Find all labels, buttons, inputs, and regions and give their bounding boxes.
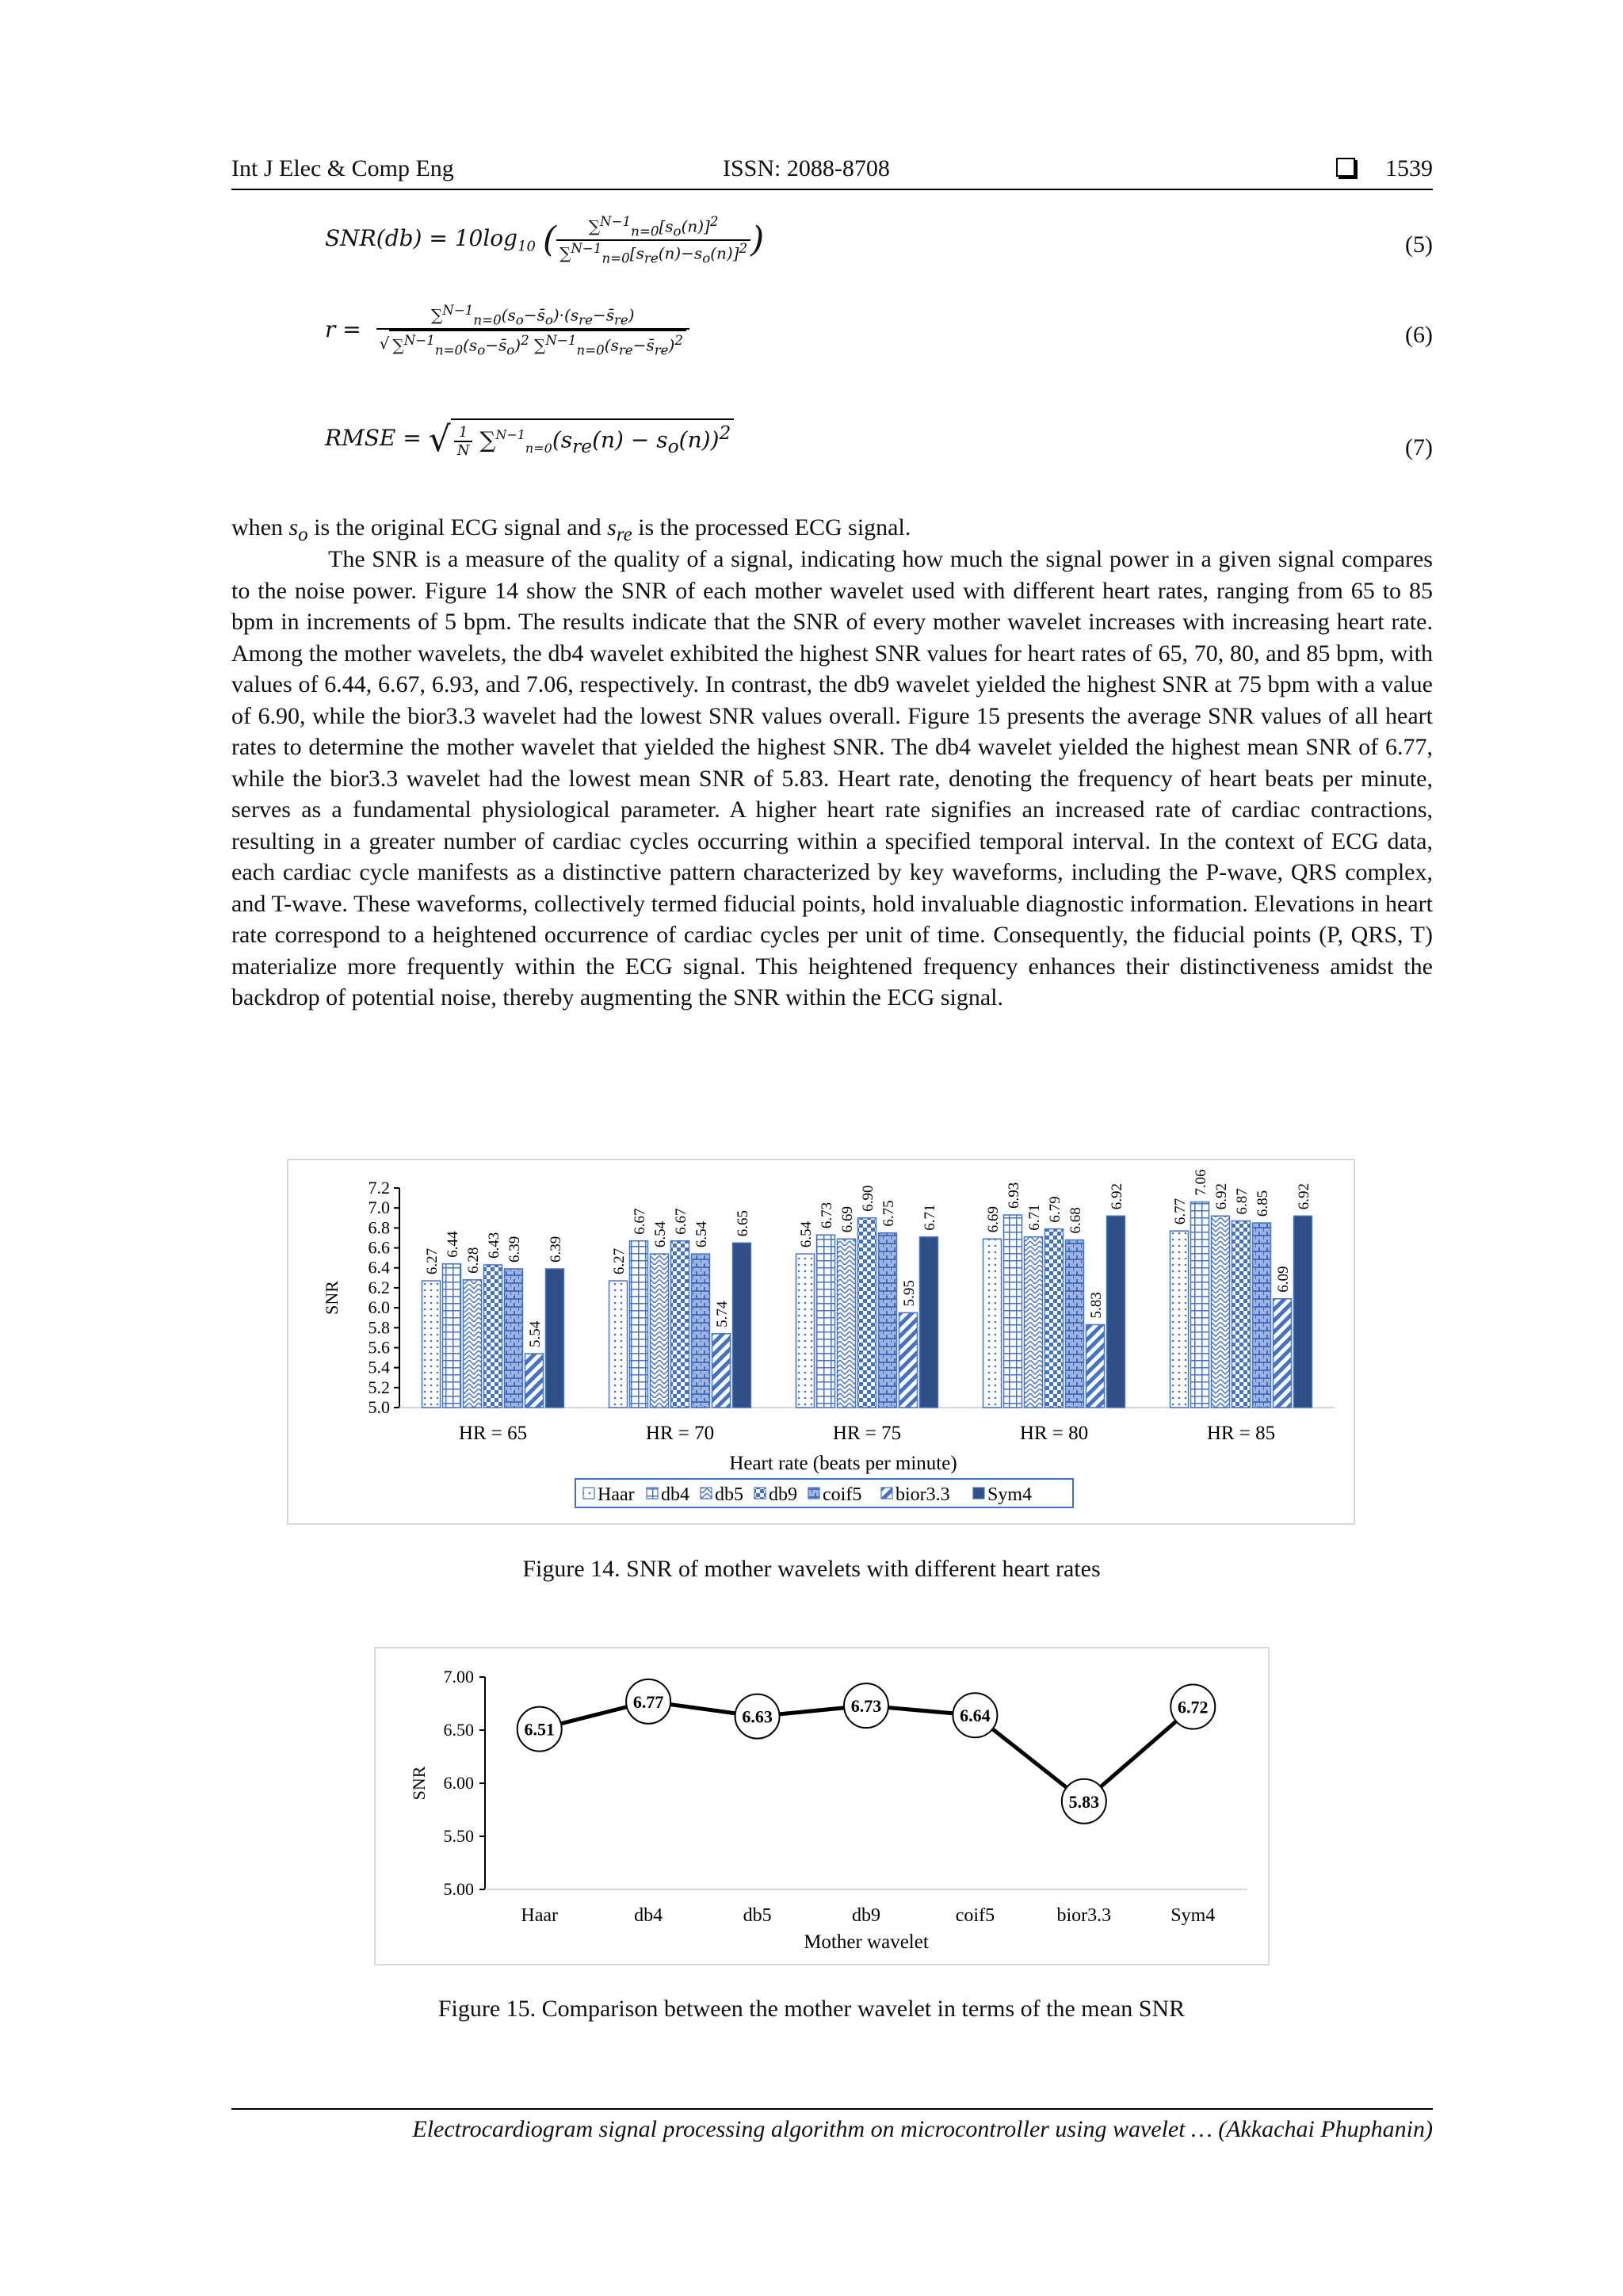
body-paragraph: The SNR is a measure of the quality of a signal, indicating how much the signal power in a given signal compares to the noise power. Figure 14 show the SNR of each mother wavelet used with different heart rates, ranging from 65 to 85 bpm in increments of 5 bpm. The results indicate that the SNR of every mother wavelet increases with increasing heart rate. Among the mother wavelets, the db4 wavelet exhibited the highest SNR values for heart rates of 65, 70, 80, and 85 bpm, with values of 6.44, 6.67, 6.93, and 7.06, respectively. In contrast, the db9 wavelet yielded the highest SNR at 75 bpm with a value of 6.90, while the bior3.3 wavelet had the lowest SNR values overall. Figure 15 presents the average SNR values of all heart rates to determine the mother wavelet that yielded the highest SNR. The db4 wavelet yielded the highest mean SNR of 6.77, while the bior3.3 wavelet had the lowest mean SNR of 5.83. Heart rate, denoting the frequency of heart beats per minute, serves as a fundamental physiological parameter. A higher heart rate signifies an increased rate of cardiac contractions, resulting in a greater number of cardiac cycles occurring within a specified temporal interval. In the context of ECG data, each cardiac cycle manifests as a distinctive pattern characterized by key waveforms, including the P-wave, QRS complex, and T-wave. These waveforms, collectively termed fiducial points, hold invaluable diagnostic information. Elevations in heart rate correspond to a heightened occurrence of cardiac cycles per unit of time. Consequently, the fiducial points (P, QRS, T) materialize more frequently within the ECG signal. This heightened frequency enhances their distinctiveness amidst the backdrop of potential noise, thereby augmenting the SNR within the ECG signal. [231,546,1433,1010]
bar-value-label: 6.44 [445,1231,461,1258]
bar-coif5-HR75 [879,1233,897,1408]
bar-value-label: 6.68 [1067,1207,1084,1234]
legend-swatch-Haar [583,1488,594,1499]
bar-db9-HR75 [858,1218,876,1408]
bar-value-label: 6.54 [798,1221,815,1248]
equation-5: $SNR(db) = 10\log_{10}$ ( $\frac{\sum^{N-1}_{n=0}[s_o(n)]^2}{\sum^{N-1}_{n=0}[s_{re}(n)-s_o(n)]^2}$ ) [325,214,765,266]
x-axis-title: Mother wavelet [804,1931,929,1953]
bar-bior3.3-HR75 [899,1312,918,1408]
x-category-label: db5 [743,1905,772,1926]
legend-swatch-coif5 [808,1488,819,1499]
legend-label-Haar: Haar [598,1484,635,1505]
running-header [231,155,1433,190]
point-value-label: 6.72 [1178,1697,1209,1717]
y-axis-title: SNR [322,1281,342,1315]
y-tick-label: 6.4 [368,1257,390,1278]
bar-coif5-HR85 [1253,1223,1271,1408]
bar-db5-HR65 [464,1280,482,1408]
bar-value-label: 5.74 [714,1301,731,1328]
bar-db5-HR75 [838,1239,856,1408]
bar-db9-HR70 [671,1241,689,1408]
x-category-label: coif5 [955,1905,995,1926]
bar-coif5-HR65 [505,1269,523,1408]
legend-swatch-db4 [647,1488,658,1499]
bar-value-label: 6.92 [1109,1183,1125,1210]
legend-swatch-Sym4 [973,1488,984,1499]
bar-value-label: 6.39 [548,1236,564,1263]
page-number: 1539 [1385,155,1433,181]
bar-bior3.3-HR80 [1086,1324,1105,1408]
bar-value-label: 6.92 [1213,1183,1230,1210]
running-footer: Electrocardiogram signal processing algorithm on microcontroller using wavelet … (Akkachai Phuphanin) [231,2108,1433,2143]
intro-line: when $s_o$ is the original ECG signal and $s_{re}$ is the processed ECG signal. [231,514,911,545]
y-tick-label: 5.2 [368,1377,390,1397]
bar-Sym4-HR70 [733,1243,751,1408]
figure-15-frame [374,1647,1270,1966]
point-value-label: 6.77 [632,1691,664,1712]
y-tick-label: 5.6 [368,1337,390,1358]
figure-14-caption: Figure 14. SNR of mother wavelets with different heart rates [522,1556,1101,1582]
bar-bior3.3-HR70 [712,1334,731,1408]
figure-14-frame [287,1159,1355,1525]
bar-value-label: 6.69 [985,1205,1002,1233]
bar-value-label: 6.87 [1234,1188,1251,1215]
bar-value-label: 6.65 [735,1210,751,1237]
equation-6: r = $\frac{\sum^{N-1}_{n=0}(s_o-s̄_o)\cdot(s_{re}-s̄_{re})}{√ \sum^{N-1}_{n=0}(s_o-s̄_o)^2 \sum^{N-1}_{n=0}(s_{re}-s̄_{re})^2}$ [325,303,689,359]
journal-name: Int J Elec & Comp Eng [231,155,454,181]
y-tick-label: 7.0 [368,1198,390,1218]
x-category-label: db4 [634,1905,663,1926]
y-tick-label: 5.4 [368,1357,390,1377]
checkbox-glyph-icon [1336,158,1355,177]
bar-value-label: 6.85 [1254,1190,1271,1217]
bar-value-label: 5.54 [527,1320,544,1348]
bar-db9-HR85 [1232,1221,1251,1408]
bar-bior3.3-HR65 [525,1354,544,1408]
figure-14-bar-chart [288,1160,1354,1523]
figure-15-line-chart [376,1648,1268,1964]
x-axis-title: Heart rate (beats per minute) [729,1453,957,1474]
legend-swatch-db5 [701,1488,712,1499]
equation-7: RMSE = √ $\frac{1}{N}$ $\sum^{N-1}_{n=0}(s_{re}(n) - s_o(n))^2$ [325,418,734,460]
bar-db4-HR65 [443,1264,461,1408]
x-category-label: HR = 80 [1019,1423,1089,1444]
bar-value-label: 6.73 [819,1201,835,1229]
bar-db4-HR75 [817,1235,835,1408]
legend-label-bior3.3: bior3.3 [896,1484,950,1505]
equation-5-number: (5) [1405,231,1433,258]
point-value-label: 5.83 [1068,1791,1100,1812]
x-category-label: HR = 75 [832,1423,902,1444]
y-tick-label: 6.6 [368,1237,390,1258]
bar-value-label: 6.71 [1026,1204,1043,1231]
point-value-label: 6.73 [850,1696,882,1717]
bar-value-label: 6.90 [860,1185,876,1212]
y-tick-label: 5.00 [443,1879,474,1899]
legend-label-Sym4: Sym4 [987,1484,1033,1505]
bar-db5-HR70 [651,1254,669,1408]
y-tick-label: 6.2 [368,1277,390,1297]
bar-value-label: 5.83 [1088,1292,1105,1319]
bar-value-label: 6.93 [1006,1182,1022,1209]
legend-swatch-bior3.3 [881,1488,892,1499]
bar-value-label: 6.92 [1296,1183,1312,1210]
y-tick-label: 7.00 [443,1667,474,1687]
bar-value-label: 5.95 [901,1280,918,1307]
bar-value-label: 6.27 [611,1247,628,1275]
figure-15-caption: Figure 15. Comparison between the mother wavelet in terms of the mean SNR [437,1996,1186,2022]
bar-value-label: 6.77 [1172,1198,1189,1225]
bar-value-label: 7.06 [1193,1169,1209,1196]
y-tick-label: 6.50 [443,1720,474,1740]
legend-swatch-db9 [754,1488,766,1499]
y-tick-label: 6.8 [368,1217,390,1238]
bar-value-label: 6.79 [1047,1196,1064,1223]
bar-value-label: 6.27 [424,1247,441,1275]
y-axis-title: SNR [409,1766,429,1801]
bar-bior3.3-HR85 [1274,1299,1292,1408]
bar-Haar-HR65 [422,1281,441,1408]
bar-value-label: 6.39 [506,1236,523,1263]
bar-value-label: 6.75 [880,1200,897,1227]
bar-value-label: 6.71 [922,1204,938,1231]
bar-Sym4-HR75 [920,1237,938,1408]
equation-6-number: (6) [1405,322,1433,348]
bar-value-label: 6.54 [693,1221,710,1248]
y-tick-label: 5.8 [368,1317,390,1338]
point-value-label: 6.63 [742,1706,773,1727]
bar-value-label: 6.69 [839,1205,856,1233]
equation-7-number: (7) [1405,434,1433,460]
y-tick-label: 6.00 [443,1773,474,1793]
y-tick-label: 5.0 [368,1397,390,1417]
x-category-label: HR = 65 [458,1423,528,1444]
bar-db5-HR80 [1025,1237,1043,1408]
legend-label-coif5: coif5 [823,1484,862,1505]
bar-value-label: 6.43 [486,1232,502,1259]
bar-coif5-HR70 [692,1254,710,1408]
bar-Sym4-HR65 [546,1269,564,1408]
point-value-label: 6.51 [524,1719,555,1740]
bar-value-label: 6.67 [632,1208,648,1235]
bar-Haar-HR70 [609,1281,628,1408]
bar-Haar-HR75 [796,1254,815,1408]
bar-Haar-HR80 [983,1239,1002,1408]
x-category-label: HR = 70 [645,1423,715,1444]
legend-label-db9: db9 [769,1484,797,1505]
x-category-label: Haar [521,1905,559,1926]
bar-db9-HR80 [1045,1229,1064,1408]
bar-db9-HR65 [484,1265,502,1408]
point-value-label: 6.64 [960,1706,991,1726]
bar-value-label: 6.28 [465,1247,482,1274]
bar-db5-HR85 [1212,1216,1230,1408]
legend-label-db4: db4 [661,1484,689,1505]
x-category-label: db9 [852,1905,880,1926]
bar-db4-HR80 [1004,1215,1022,1408]
bar-db4-HR70 [630,1241,648,1408]
x-category-label: Sym4 [1170,1905,1216,1926]
bar-value-label: 6.67 [673,1208,689,1235]
x-category-label: HR = 85 [1206,1423,1276,1444]
y-tick-label: 7.2 [368,1178,390,1198]
bar-value-label: 6.54 [652,1221,669,1248]
y-tick-label: 5.50 [443,1826,474,1846]
x-category-label: bior3.3 [1056,1905,1112,1926]
bar-Sym4-HR85 [1294,1216,1312,1408]
bar-value-label: 6.09 [1275,1266,1292,1293]
legend-label-db5: db5 [715,1484,743,1505]
bar-Haar-HR85 [1170,1231,1189,1408]
bar-coif5-HR80 [1066,1240,1084,1408]
legend [575,1479,1073,1507]
bar-db4-HR85 [1191,1202,1209,1408]
bar-Sym4-HR80 [1107,1216,1125,1408]
issn: ISSN: 2088-8708 [723,155,890,181]
y-tick-label: 6.0 [368,1297,390,1318]
